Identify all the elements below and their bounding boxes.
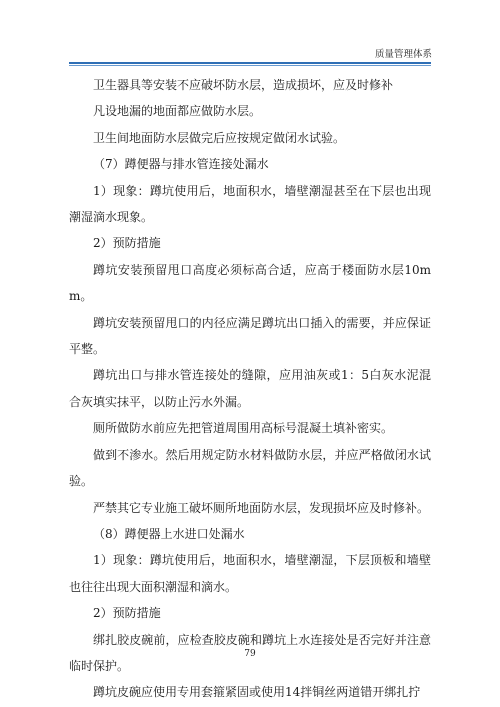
page-number: 79 bbox=[244, 649, 256, 659]
paragraph: 蹲坑皮碗应使用专用套箍紧固或使用14拌铜丝两道错开绑扎拧 bbox=[93, 685, 421, 700]
paragraph: 蹲坑安装预留甩口高度必须标高合适，应高于楼面防水层10mm。 bbox=[69, 262, 431, 304]
page-header bbox=[0, 0, 500, 66]
paragraph: 卫生器具等安装不应破坏防水层，造成损坏，应及时修补 bbox=[93, 78, 394, 92]
section-heading: （8）蹲便器上水进口处漏水 bbox=[93, 526, 245, 541]
paragraph: 1）现象：蹲坑使用后，地面积水，墙壁潮湿，下层顶板和墙壁也往往出现大面积潮湿和滴水。 bbox=[69, 553, 431, 594]
paragraph: 严禁其它专业施工破坏厕所地面防水层，发现损坏应及时修补。 bbox=[93, 500, 430, 515]
header-rule bbox=[69, 62, 431, 64]
header-title: 质量管理体系 bbox=[374, 49, 432, 60]
paragraph: 1）现象：蹲坑使用后，地面积水，墙壁潮湿甚至在下层也出现潮湿滴水现象。 bbox=[69, 183, 431, 225]
paragraph: 做到不渗水。然后用规定防水材料做防水层，并应严格做闭水试验。 bbox=[69, 447, 431, 489]
paragraph: 蹲坑出口与排水管连接处的缝隙，应用油灰或1：5白灰水泥混合灰填实抹平，以防止污水外漏。 bbox=[69, 368, 431, 409]
header-rule-secondary bbox=[69, 65, 431, 66]
subsection-heading: 2）预防措施 bbox=[93, 236, 161, 251]
paragraph: 厕所做防水前应先把管道周围用高标号混凝土填补密实。 bbox=[93, 421, 394, 436]
body-text bbox=[69, 72, 431, 706]
paragraph: 卫生间地面防水层做完后应按规定做闭水试验。 bbox=[93, 130, 346, 145]
paragraph: 绑扎胶皮碗前，应检查胶皮碗和蹲坑上水连接处是否完好并注意临时保护。 bbox=[69, 632, 431, 673]
paragraph: 凡设地漏的地面都应做防水层。 bbox=[93, 104, 262, 119]
subsection-heading: 2）预防措施 bbox=[93, 606, 161, 621]
paragraph: 蹲坑安装预留甩口的内径应满足蹲坑出口插入的需要，并应保证平整。 bbox=[69, 315, 431, 357]
section-heading: （7）蹲便器与排水管连接处漏水 bbox=[93, 157, 269, 172]
